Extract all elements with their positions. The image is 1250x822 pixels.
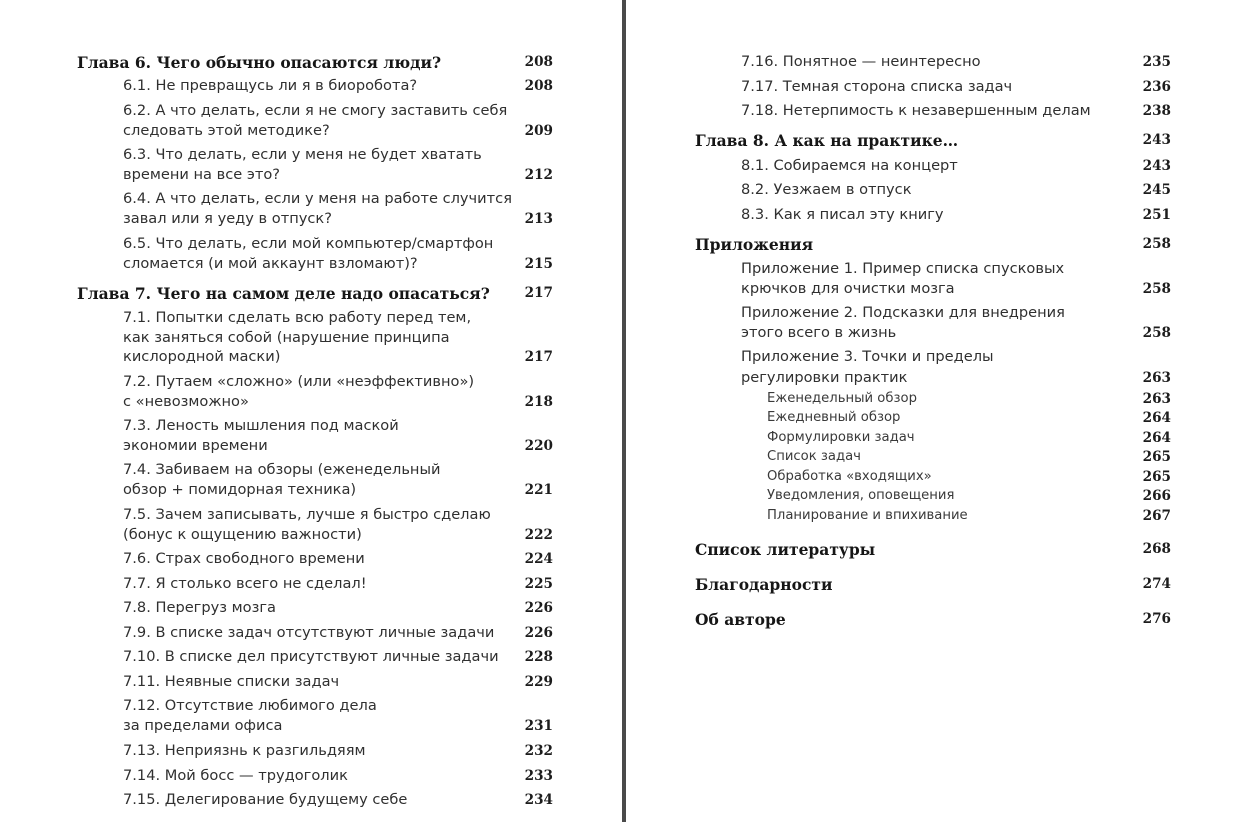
toc-section-text: 7.1. Попытки сделать всю работу перед тем, <box>123 309 472 326</box>
toc-section-text: обзор + помидорная техника) <box>123 481 357 498</box>
page-number: 264 <box>1142 430 1171 446</box>
toc-section-text: регулировки практик <box>741 369 908 386</box>
toc-section-text: 7.13. Неприязнь к разгильдяям <box>123 742 366 759</box>
toc-section-text: сломается (и мой аккаунт взломают)? <box>123 255 418 272</box>
chapter-heading-text: Список литературы <box>695 540 876 559</box>
toc-section-text: 7.15. Делегирование будущему себе <box>123 791 408 808</box>
toc-section-text: 6.4. А что делать, если у меня на работе случится <box>123 190 512 207</box>
chapter-heading-text: Глава 6. Чего обычно опасаются люди? <box>77 53 442 72</box>
toc-subsection-text: Список задач <box>767 449 861 464</box>
toc-section-text: 7.2. Путаем «сложно» (или «неэффективно») <box>123 373 475 390</box>
page-number: 229 <box>524 674 553 690</box>
toc-section-text: 7.9. В списке задач отсутствуют личные задачи <box>123 624 495 641</box>
page-number: 235 <box>1142 54 1171 70</box>
page-number: 209 <box>524 123 553 139</box>
page-number: 226 <box>524 625 553 641</box>
page-number: 218 <box>524 394 553 410</box>
page-number: 268 <box>1142 541 1171 557</box>
page-number: 263 <box>1142 370 1171 386</box>
toc-section-text: 8.3. Как я писал эту книгу <box>741 206 944 223</box>
toc-section-text: экономии времени <box>123 437 268 454</box>
toc-section-text: завал или я уеду в отпуск? <box>123 210 332 227</box>
toc-section-text: как заняться собой (нарушение принципа <box>123 329 450 346</box>
toc-section-text: кислородной маски) <box>123 348 281 365</box>
page-number: 274 <box>1142 576 1171 592</box>
toc-section-text: 6.5. Что делать, если мой компьютер/смартфон <box>123 235 494 252</box>
book-spine-divider <box>622 0 626 822</box>
toc-subsection-text: Обработка «входящих» <box>767 469 932 484</box>
page-number: 238 <box>1142 103 1171 119</box>
toc-section-text: 7.8. Перегруз мозга <box>123 599 276 616</box>
toc-section-text: 7.10. В списке дел присутствуют личные задачи <box>123 648 499 665</box>
toc-section-text: 7.14. Мой босс — трудоголик <box>123 767 348 784</box>
chapter-heading-text: Об авторе <box>695 610 786 629</box>
toc-section-text: этого всего в жизнь <box>741 324 897 341</box>
page-number: 224 <box>524 551 553 567</box>
toc-section-text: следовать этой методике? <box>123 122 330 139</box>
page-number: 243 <box>1142 158 1171 174</box>
toc-subsection-text: Планирование и впихивание <box>767 508 968 523</box>
page-number: 267 <box>1142 508 1171 524</box>
page-number: 243 <box>1142 132 1171 148</box>
toc-section-text: 7.3. Леность мышления под маской <box>123 417 399 434</box>
page-number: 217 <box>524 285 553 301</box>
page-number: 231 <box>524 718 553 734</box>
toc-section-text: с «невозможно» <box>123 393 249 410</box>
page-number: 258 <box>1142 281 1171 297</box>
toc-section-text: 6.1. Не превращусь ли я в биоробота? <box>123 77 418 94</box>
page-number: 213 <box>524 211 553 227</box>
chapter-heading-text: Глава 7. Чего на самом деле надо опасаться? <box>77 284 490 303</box>
page-number: 234 <box>524 792 553 808</box>
toc-section-text: 7.11. Неявные списки задач <box>123 673 340 690</box>
toc-subsection-text: Уведомления, оповещения <box>767 488 955 503</box>
toc-section-text: 7.12. Отсутствие любимого дела <box>123 697 377 714</box>
page-number: 265 <box>1142 449 1171 465</box>
page-number: 208 <box>524 54 553 70</box>
toc-section-text: Приложение 1. Пример списка спусковых <box>741 260 1065 277</box>
toc-section-text: 7.4. Забиваем на обзоры (еженедельный <box>123 461 441 478</box>
toc-section-text: 7.18. Нетерпимость к незавершенным делам <box>741 102 1091 119</box>
page-number: 251 <box>1142 207 1171 223</box>
page-number: 221 <box>524 482 553 498</box>
toc-subsection-text: Еженедельный обзор <box>767 391 917 406</box>
page-number: 222 <box>524 527 553 543</box>
toc-section-text: 7.17. Темная сторона списка задач <box>741 78 1013 95</box>
toc-section-text: 7.16. Понятное — неинтересно <box>741 53 981 70</box>
page-number: 220 <box>524 438 553 454</box>
toc-section-text: 6.2. А что делать, если я не смогу заставить себя <box>123 102 508 119</box>
toc-section-text: 7.6. Страх свободного времени <box>123 550 365 567</box>
page-number: 258 <box>1142 236 1171 252</box>
toc-section-text: 6.3. Что делать, если у меня не будет хватать <box>123 146 482 163</box>
toc-section-text: (бонус к ощущению важности) <box>123 526 362 543</box>
page-number: 233 <box>524 768 553 784</box>
page-number: 265 <box>1142 469 1171 485</box>
toc-section-text: времени на все это? <box>123 166 281 183</box>
page-number: 258 <box>1142 325 1171 341</box>
page-number: 225 <box>524 576 553 592</box>
page-number: 208 <box>524 78 553 94</box>
page-number: 217 <box>524 349 553 365</box>
toc-section-text: 8.2. Уезжаем в отпуск <box>741 181 912 198</box>
toc-subsection-text: Ежедневный обзор <box>767 410 901 425</box>
chapter-heading-text: Приложения <box>695 235 814 254</box>
page-number: 232 <box>524 743 553 759</box>
page-number: 226 <box>524 600 553 616</box>
toc-section-text: за пределами офиса <box>123 717 283 734</box>
toc-section-text: 7.7. Я столько всего не сделал! <box>123 575 367 592</box>
page-number: 276 <box>1142 611 1171 627</box>
page-number: 266 <box>1142 488 1171 504</box>
page-number: 228 <box>524 649 553 665</box>
page-number: 215 <box>524 256 553 272</box>
page-number: 264 <box>1142 410 1171 426</box>
page-number: 236 <box>1142 79 1171 95</box>
toc-section-text: 8.1. Собираемся на концерт <box>741 157 958 174</box>
page-number: 263 <box>1142 391 1171 407</box>
page-number: 245 <box>1142 182 1171 198</box>
toc-section-text: Приложение 3. Точки и пределы <box>741 348 994 365</box>
toc-section-text: 7.5. Зачем записывать, лучше я быстро сделаю <box>123 506 491 523</box>
toc-section-text: крючков для очистки мозга <box>741 280 955 297</box>
left-page <box>0 0 622 822</box>
toc-section-text: Приложение 2. Подсказки для внедрения <box>741 304 1065 321</box>
chapter-heading-text: Глава 8. А как на практике… <box>695 131 959 150</box>
right-page <box>627 0 1250 822</box>
chapter-heading-text: Благодарности <box>695 575 833 594</box>
page-number: 212 <box>524 167 553 183</box>
toc-subsection-text: Формулировки задач <box>767 430 915 445</box>
